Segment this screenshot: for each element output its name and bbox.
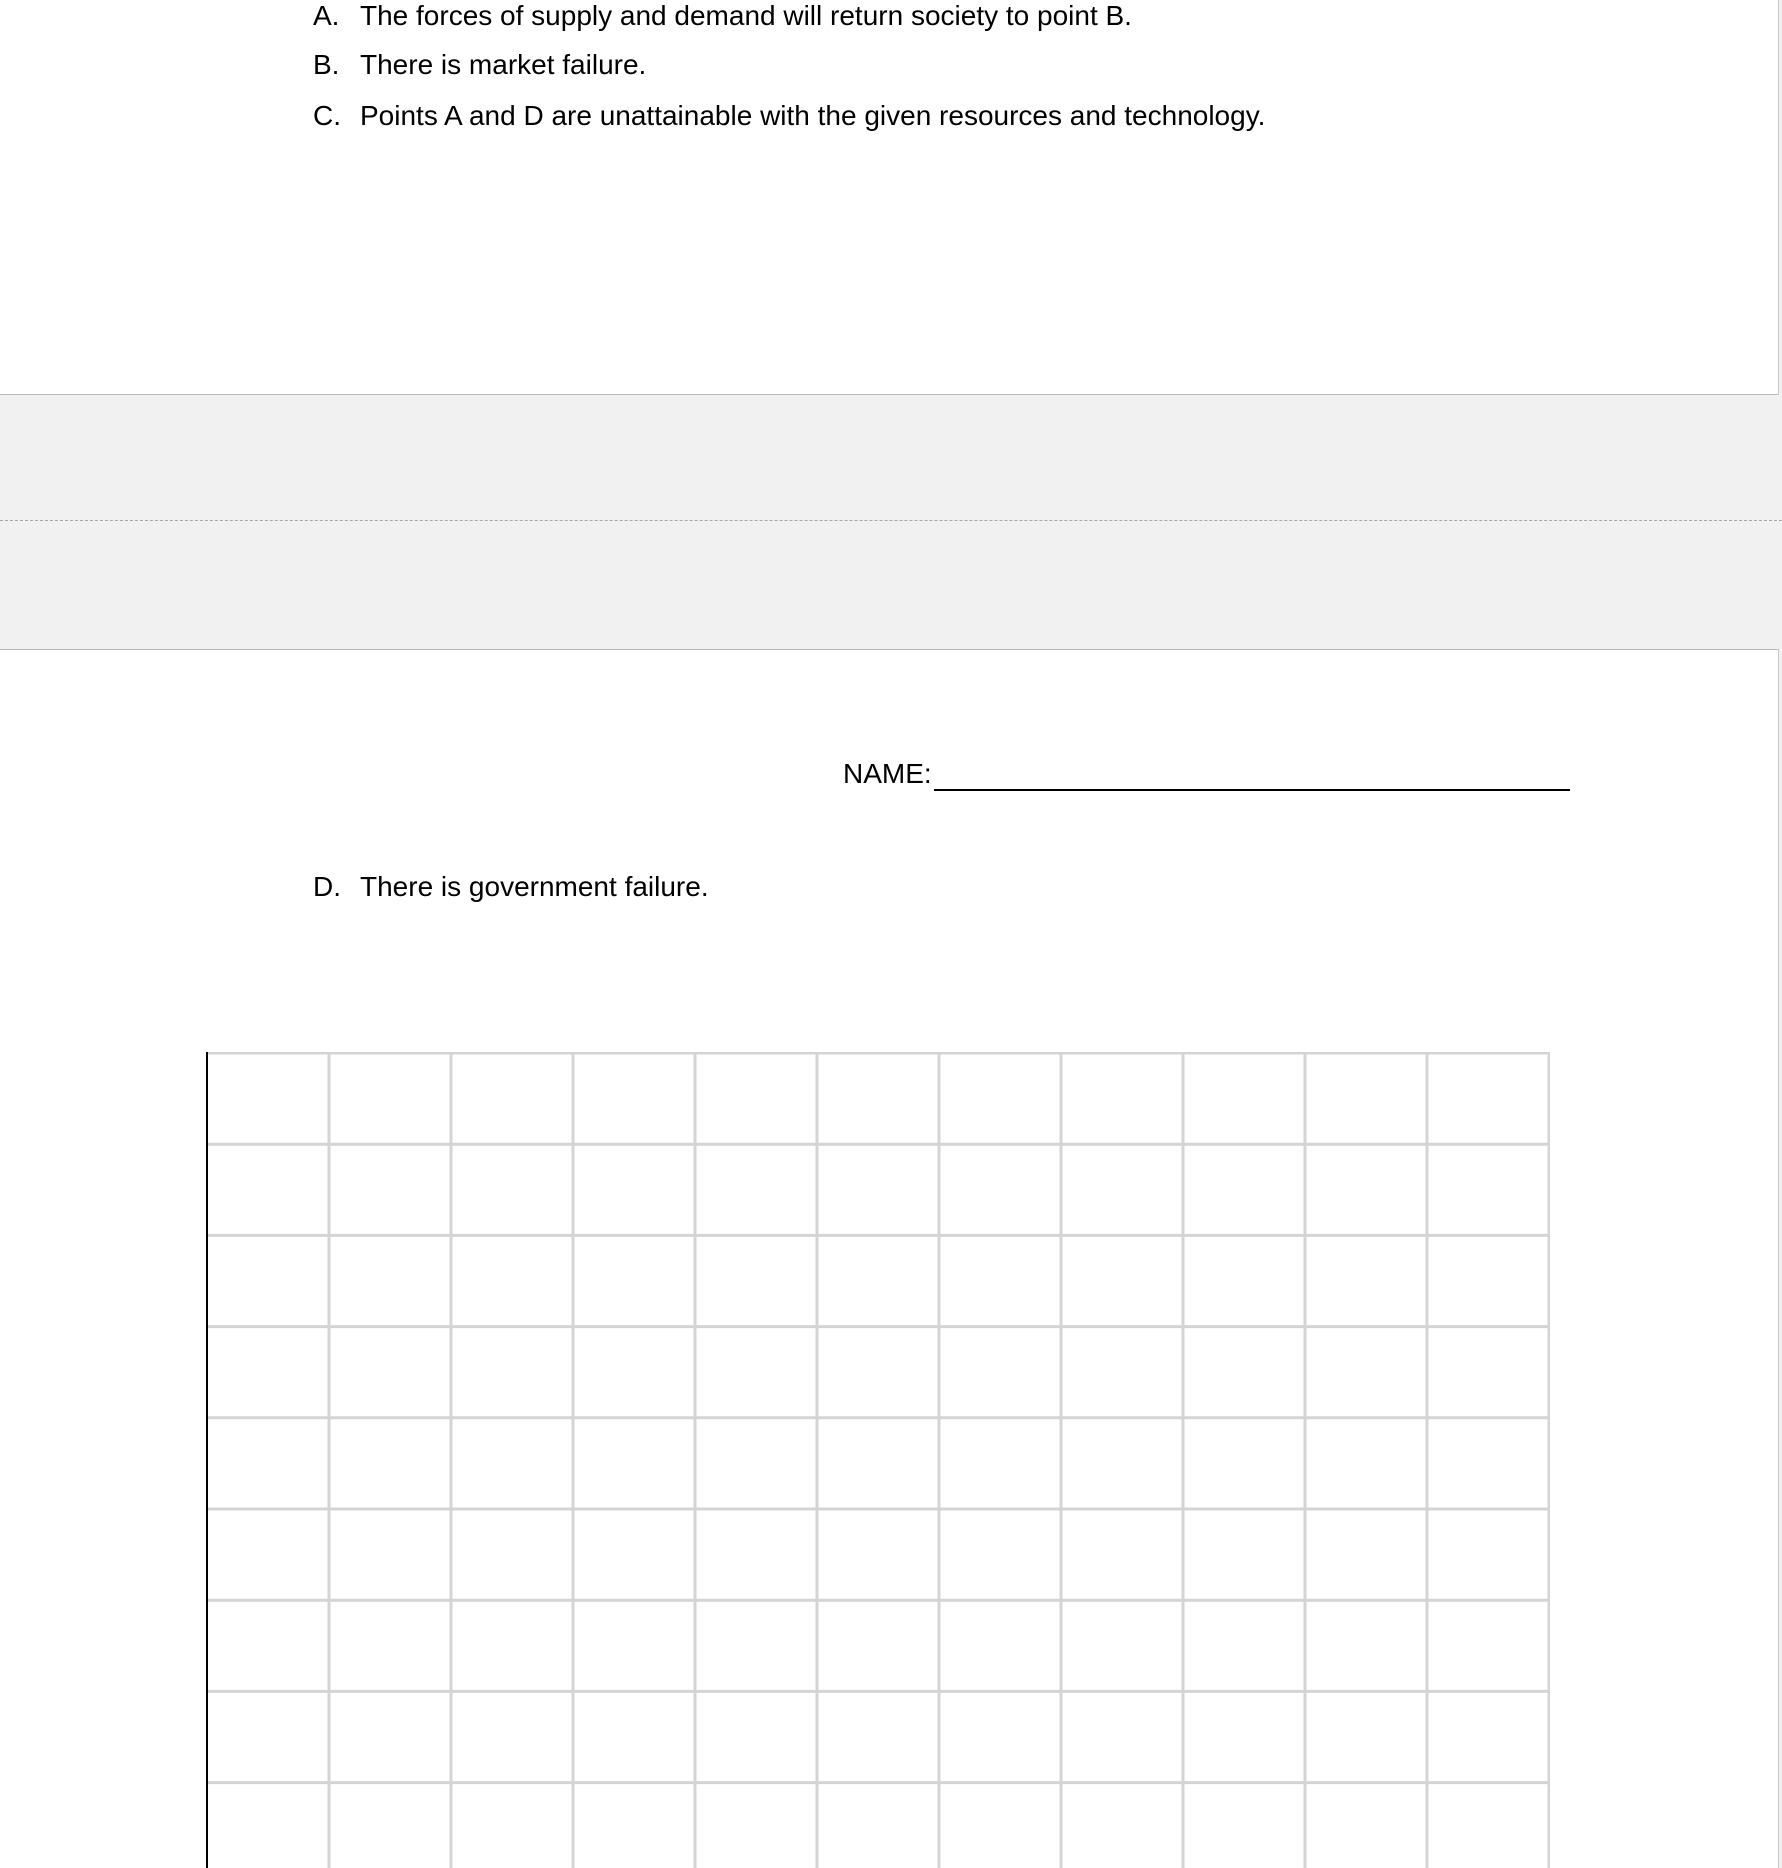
answer-grid xyxy=(206,1052,1550,1868)
answer-grid-svg xyxy=(206,1052,1550,1868)
page-1 xyxy=(0,0,1779,395)
name-label: NAME: xyxy=(843,758,932,789)
option-a xyxy=(313,0,1132,33)
option-b-text: There is market failure. xyxy=(360,49,647,80)
option-d-text: There is government failure. xyxy=(360,871,709,902)
option-d-letter: D. xyxy=(313,871,341,902)
page-break-divider xyxy=(0,520,1782,521)
name-blank-line[interactable] xyxy=(934,759,1570,791)
option-b xyxy=(313,48,646,82)
option-c xyxy=(313,99,1265,133)
option-b-letter: B. xyxy=(313,49,340,80)
name-field xyxy=(843,757,1570,791)
option-c-text: Points A and D are unattainable with the given resources and technology. xyxy=(360,100,1266,131)
option-c-letter: C. xyxy=(313,100,341,131)
option-d xyxy=(313,870,709,904)
option-a-letter: A. xyxy=(313,0,340,31)
option-a-text: The forces of supply and demand will return society to point B. xyxy=(360,0,1132,31)
